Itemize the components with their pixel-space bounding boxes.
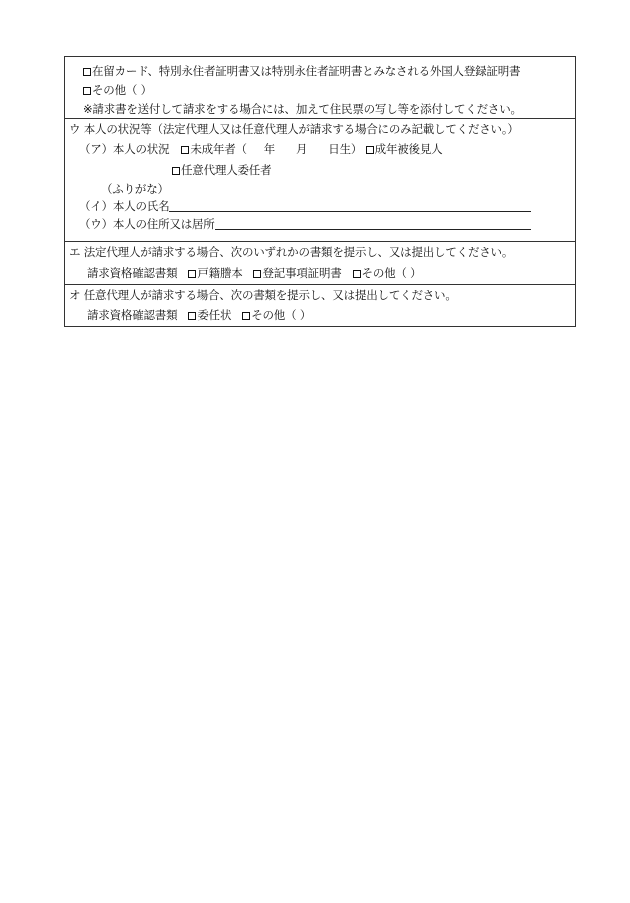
minor-checkbox[interactable] (181, 146, 189, 154)
section-e-heading: エ 法定代理人が請求する場合、次のいずれかの書類を提示し、又は提出してください。 (69, 245, 514, 259)
power-of-attorney-label: 委任状 (197, 308, 232, 322)
principal-name-field[interactable] (169, 199, 531, 212)
registry-certificate-checkbox[interactable] (253, 270, 261, 278)
legal-other-label: その他（ ） (361, 266, 422, 280)
voluntary-agent-label: 任意代理人委任者 (181, 163, 272, 177)
legal-representative-section (65, 241, 575, 284)
principal-address-row (79, 217, 531, 231)
principal-status-label: （ア）本人の状況 (79, 142, 170, 156)
adult-guardian-checkbox[interactable] (366, 146, 374, 154)
principal-address-label: （ウ）本人の住所又は居所 (79, 217, 215, 231)
adult-guardian-label: 成年被後見人 (374, 142, 443, 156)
principal-status-section (65, 118, 575, 241)
voluntary-other-checkbox[interactable] (242, 312, 250, 320)
residence-card-label: 在留カード、特別永住者証明書又は特別永住者証明書とみなされる外国人登録証明書 (92, 64, 521, 78)
section-u-heading: ウ 本人の状況等（法定代理人又は任意代理人が請求する場合にのみ記載してください。） (69, 122, 519, 136)
mail-request-note: ※請求書を送付して請求をする場合には、加えて住民票の写し等を添付してください。 (83, 102, 522, 116)
legal-docs-label: 請求資格確認書類 (87, 266, 178, 280)
voluntary-agent-row (172, 163, 271, 177)
principal-status-row (79, 142, 442, 156)
birth-year-label: 年 (263, 142, 276, 156)
other-doc-checkbox[interactable] (83, 87, 91, 95)
principal-address-field[interactable] (215, 217, 531, 230)
identity-documents-section (65, 57, 575, 118)
birth-month-label: 月 (296, 142, 308, 156)
birth-day-label: 日生） (328, 142, 363, 156)
voluntary-docs-label: 請求資格確認書類 (87, 308, 178, 322)
principal-name-label: （イ）本人の氏名 (79, 199, 170, 213)
other-doc-label: その他（ ） (92, 83, 152, 97)
residence-card-checkbox[interactable] (83, 68, 91, 76)
section-o-heading: オ 任意代理人が請求する場合、次の書類を提示し、又は提出してください。 (69, 288, 457, 302)
legal-other-checkbox[interactable] (353, 270, 361, 278)
other-doc-row (83, 83, 152, 97)
legal-docs-row (87, 266, 422, 280)
koseki-checkbox[interactable] (188, 270, 196, 278)
voluntary-other-label: その他（ ） (251, 308, 312, 322)
registry-certificate-label: 登記事項証明書 (262, 266, 342, 280)
principal-name-row (79, 199, 531, 213)
minor-label: 未成年者（ (190, 142, 247, 156)
power-of-attorney-checkbox[interactable] (188, 312, 196, 320)
residence-card-row (83, 64, 520, 78)
request-form-table (64, 56, 576, 327)
voluntary-docs-row (87, 308, 311, 322)
voluntary-agent-checkbox[interactable] (172, 167, 180, 175)
furigana-label: （ふりがな） (101, 182, 169, 196)
voluntary-agent-section (65, 284, 575, 326)
koseki-label: 戸籍謄本 (197, 266, 243, 280)
